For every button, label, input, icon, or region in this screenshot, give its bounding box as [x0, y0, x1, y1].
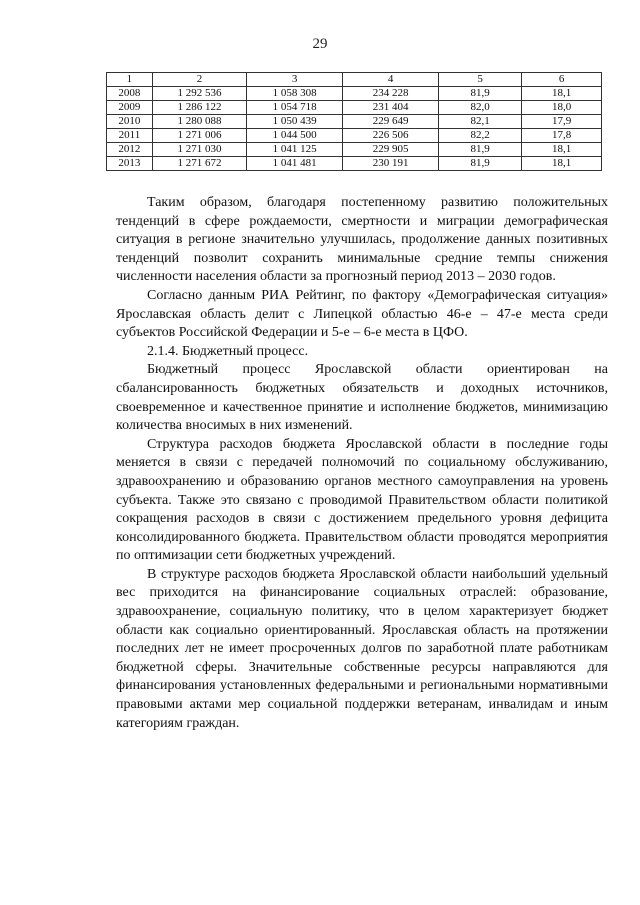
table-cell: 2012	[107, 143, 153, 157]
paragraph: Согласно данным РИА Рейтинг, по фактору «Демографическая ситуация» Ярославская область делит с Липецкой областью 46-е – 47-е места среди субъектов Российской Федерации и 5-е – 6-е места в ЦФО.	[116, 287, 608, 341]
table-cell: 1 054 718	[247, 101, 343, 115]
table-cell: 81,9	[438, 157, 521, 171]
table-row	[107, 129, 602, 143]
table-cell: 1 271 672	[152, 157, 246, 171]
table-cell: 2010	[107, 115, 153, 129]
table-cell: 18,1	[522, 87, 602, 101]
table-cell: 81,9	[438, 87, 521, 101]
table-cell: 229 905	[343, 143, 439, 157]
table-cell: 82,2	[438, 129, 521, 143]
table-cell: 1 041 125	[247, 143, 343, 157]
table-cell: 1 271 006	[152, 129, 246, 143]
table-cell: 2011	[107, 129, 153, 143]
table-cell: 82,1	[438, 115, 521, 129]
table-cell: 231 404	[343, 101, 439, 115]
table-cell: 226 506	[343, 129, 439, 143]
table-cell: 1 050 439	[247, 115, 343, 129]
table-row	[107, 115, 602, 129]
table-cell: 18,1	[522, 143, 602, 157]
table-row	[107, 157, 602, 171]
table-row	[107, 87, 602, 101]
table-cell: 18,0	[522, 101, 602, 115]
table-cell: 1 286 122	[152, 101, 246, 115]
table-cell: 1 044 500	[247, 129, 343, 143]
section-heading: 2.1.4. Бюджетный процесс.	[147, 343, 309, 359]
table-cell: 2008	[107, 87, 153, 101]
table-row	[107, 101, 602, 115]
table-cell: 234 228	[343, 87, 439, 101]
table-header-cell: 6	[522, 73, 602, 87]
table-cell: 1 292 536	[152, 87, 246, 101]
table-header-cell: 3	[247, 73, 343, 87]
table-cell: 229 649	[343, 115, 439, 129]
table-cell: 81,9	[438, 143, 521, 157]
table-cell: 2009	[107, 101, 153, 115]
table-cell: 1 280 088	[152, 115, 246, 129]
table-header-cell: 2	[152, 73, 246, 87]
table-header-cell: 4	[343, 73, 439, 87]
paragraph: Таким образом, благодаря постепенному развитию положительных тенденций в сфере рождаемости, смертности и миграции демографическая ситуация в регионе значительно улучшилась, продолжение данных позитивных тенденций позволит сохранить минимальные средние темпы снижения численности населения области за прогнозный период 2013 – 2030 годов.	[116, 195, 608, 285]
table-row	[107, 143, 602, 157]
table-cell: 1 041 481	[247, 157, 343, 171]
table-cell: 230 191	[343, 157, 439, 171]
table-cell: 2013	[107, 157, 153, 171]
paragraph: В структуре расходов бюджета Ярославской области наибольший удельный вес приходится на финансирование социальных отраслей: образование, здравоохранение, социальную политику, что в целом характеризует бюджет области как социально ориентированный. Ярославская область на протяжении последних лет не имеет просроченных долгов по заработной плате работникам бюджетной сферы. Значительные собственные ресурсы направляются для финансирования установленных федеральными и региональными нормативными правовыми актами мер социальной поддержки ветеранам, инвалидам и иным категориям граждан.	[116, 566, 608, 731]
table-cell: 17,8	[522, 129, 602, 143]
table-header-cell: 5	[438, 73, 521, 87]
table-header-cell: 1	[107, 73, 153, 87]
table-cell: 18,1	[522, 157, 602, 171]
table-cell: 1 271 030	[152, 143, 246, 157]
paragraph: Структура расходов бюджета Ярославской области в последние годы меняется в связи с передачей полномочий по социальному обслуживанию, здравоохранению и образованию органов местного самоуправления на уровень субъекта. Также это связано с проводимой Правительством области политикой сокращения расходов в связи с достижением предельного уровня дефицита консолидированного бюджета. Правительством области проводятся мероприятия по оптимизации сети бюджетных учреждений.	[116, 436, 608, 564]
table-cell: 17,9	[522, 115, 602, 129]
table-cell: 1 058 308	[247, 87, 343, 101]
page-number: 29	[312, 36, 328, 52]
demographics-table	[106, 72, 602, 171]
body-text	[116, 194, 608, 733]
table-cell: 82,0	[438, 101, 521, 115]
table-header-row	[107, 73, 602, 87]
paragraph: Бюджетный процесс Ярославской области ориентирован на сбалансированность бюджетных обязательств и доходных источников, своевременное и качественное принятие и исполнение бюджетов, минимизацию количества вносимых в них изменений.	[116, 362, 608, 434]
